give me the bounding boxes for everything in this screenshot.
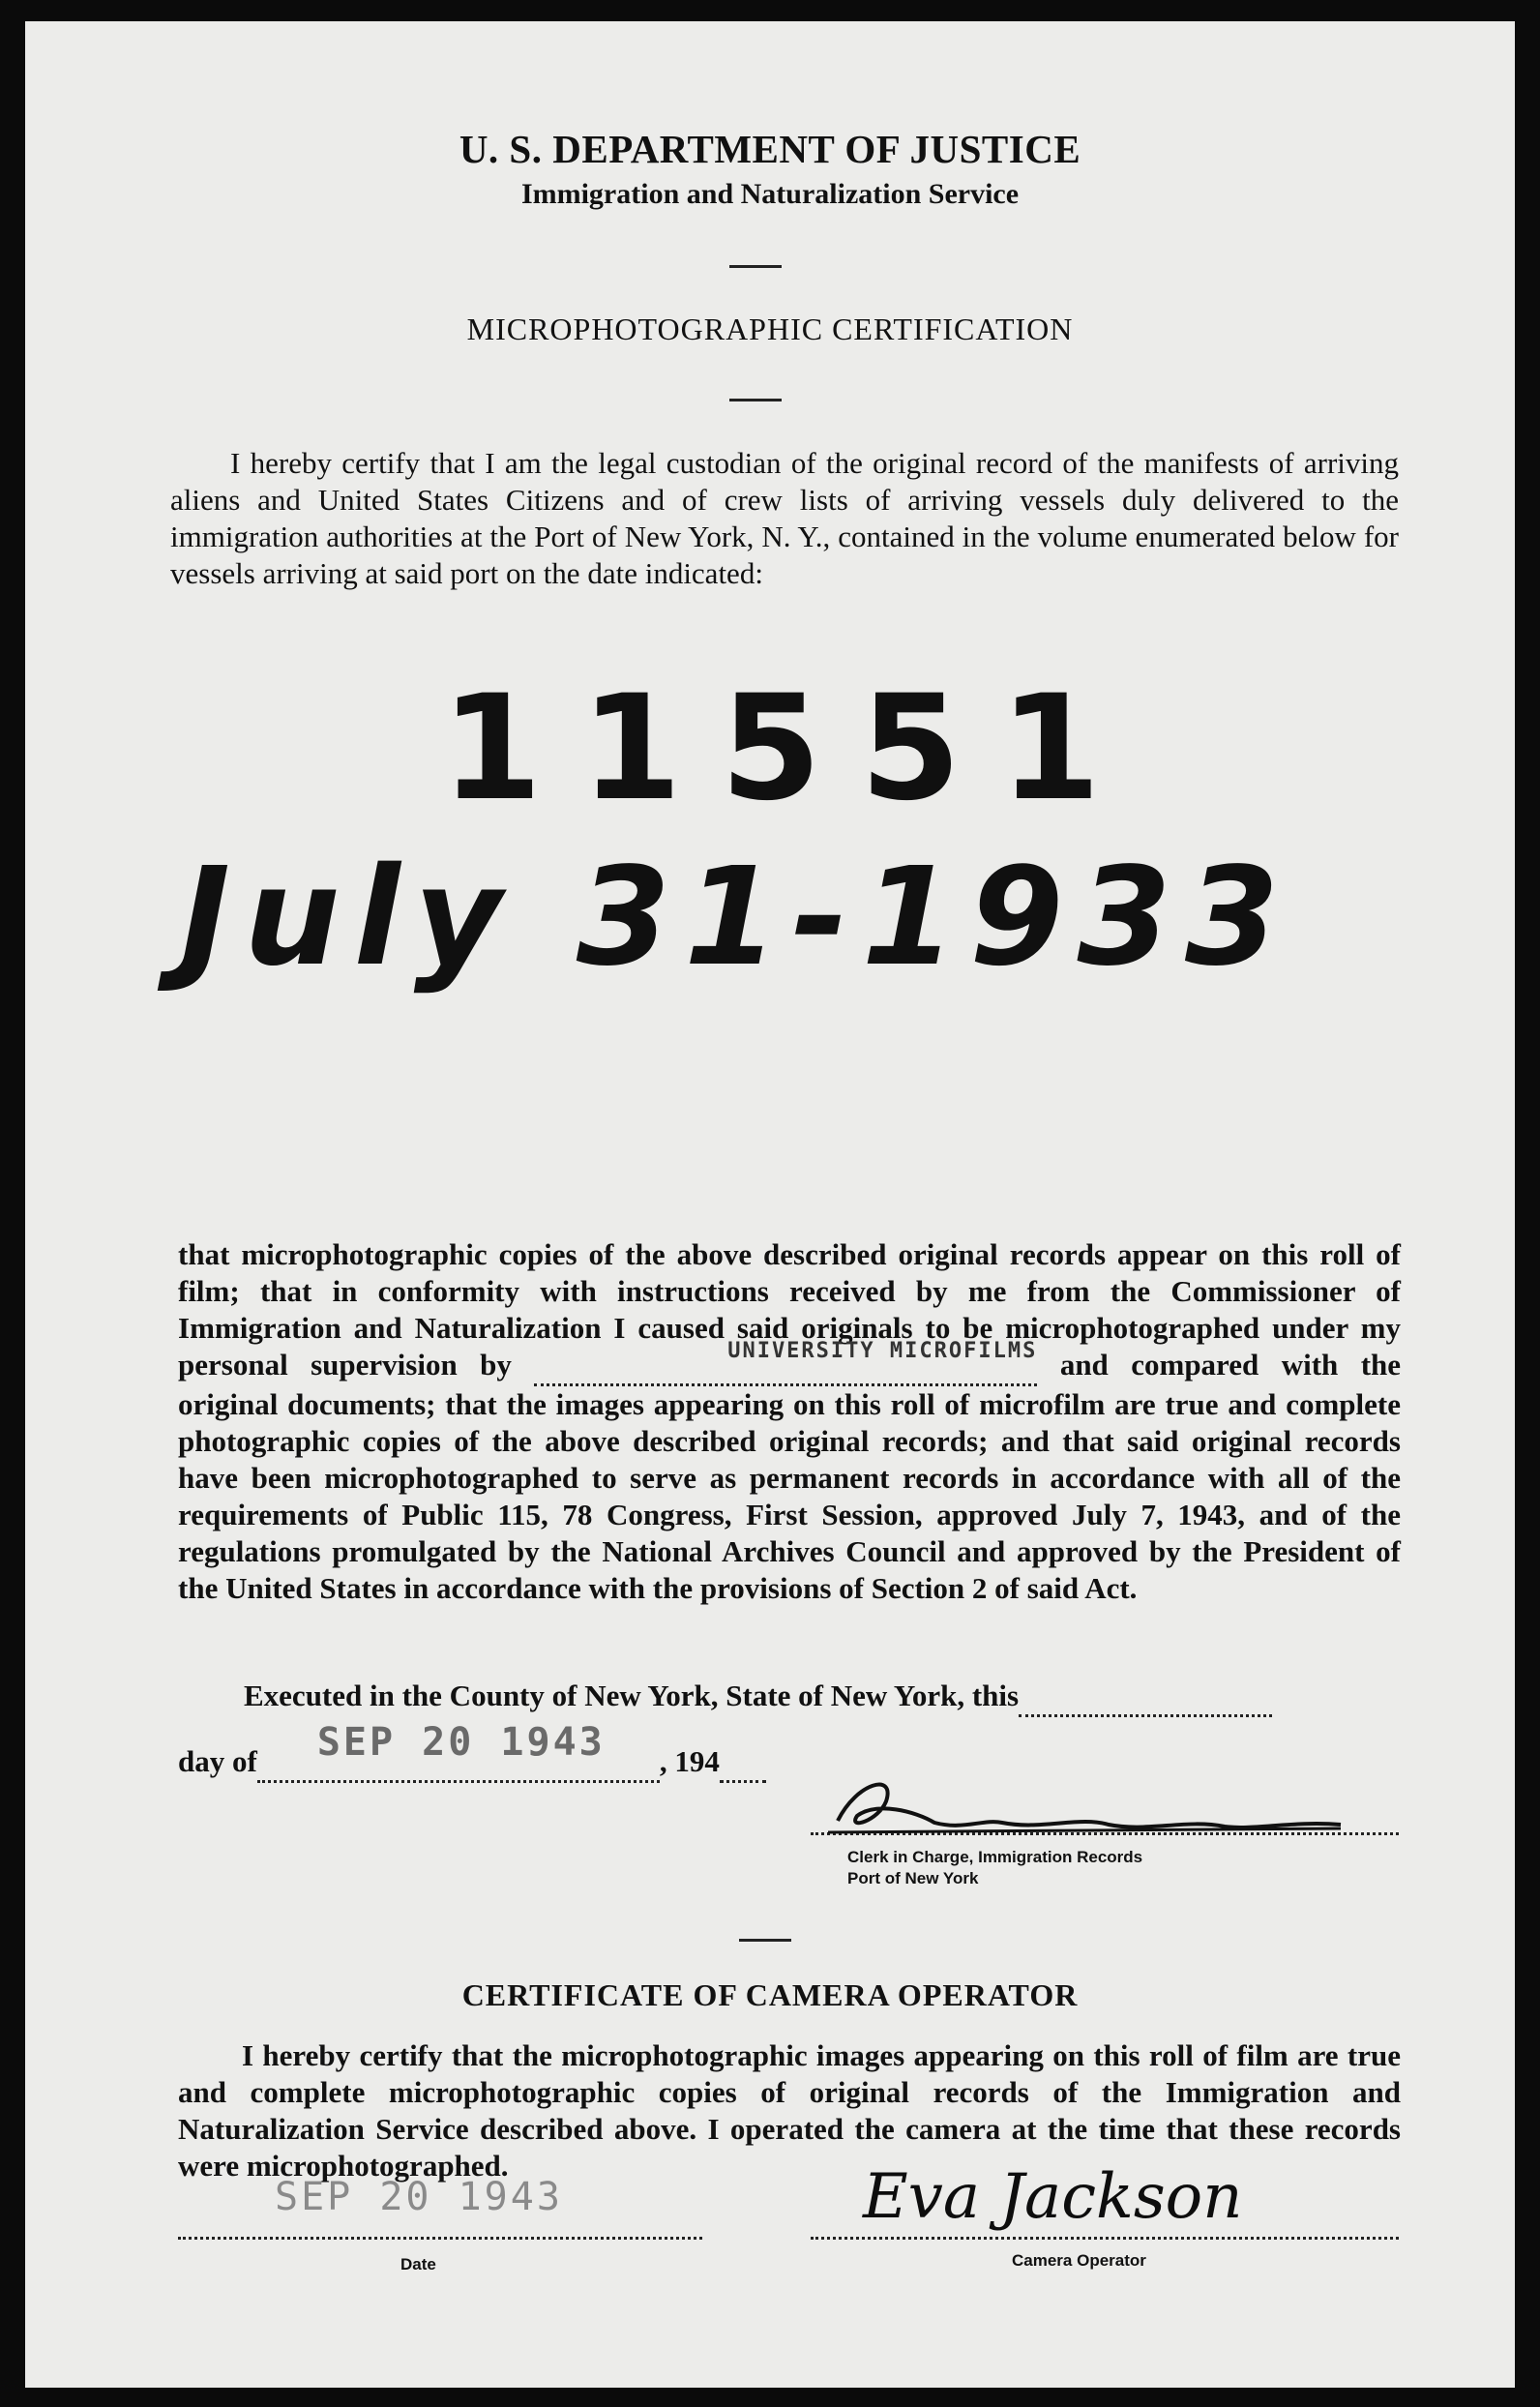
divider <box>739 1939 791 1942</box>
year-prefix: , 194 <box>659 1744 720 1778</box>
executed-text: Executed in the County of New York, State of New York, this <box>244 1679 1020 1712</box>
certification-body <box>178 1236 1401 1607</box>
year-field <box>720 1743 766 1783</box>
certificate-page <box>25 21 1515 2388</box>
intro-paragraph: I hereby certify that I am the legal custodian of the original record of the manifests of arriving aliens and United States Citizens and of crew lists of arriving vessels duly delivered to the immigration authorities at the Port of New York, N. Y., contained in the volume enumerated below for vessels arriving at said port on the date indicated: <box>170 446 1399 590</box>
clerk-title-line2: Port of New York <box>847 1869 979 1887</box>
clerk-title-line1: Clerk in Charge, Immigration Records <box>847 1848 1143 1866</box>
operator-signature: Eva Jackson <box>863 2161 1243 2233</box>
operator-label: Camera Operator <box>1012 2251 1146 2270</box>
body-part2: and compared with the original documents; that the images appearing on this roll of microfilm are true and complete photographic copies of the above described original records; and that said original records have been microphotographed to serve as permanent records in accordance with all of the requirements of Public 115, 78 Congress, First Session, approved July 7, 1943, and of the regulations promulgated by the National Archives Council and approved by the President of the United States in accordance with the provisions of Section 2 of said Act. <box>178 1348 1402 1605</box>
executed-line <box>244 1678 1405 1717</box>
date-stamp: SEP 20 1943 <box>316 1720 606 1765</box>
department-title: U. S. DEPARTMENT OF JUSTICE <box>459 127 1081 171</box>
service-subtitle: Immigration and Naturalization Service <box>520 178 1020 210</box>
handwritten-date: July 31-1933 <box>180 839 1293 996</box>
volume-number: 11551 <box>441 665 1140 833</box>
operator-date-stamp: SEP 20 1943 <box>275 2175 563 2219</box>
day-of-label: day of <box>178 1744 257 1778</box>
camera-operator-paragraph: I hereby certify that the microphotographic images appearing on this roll of film are true and complete microphotographic copies of original records of the Immigration and Naturalization Service described above. I operated the camera at the time that these records were microphotographed. <box>178 2038 1401 2183</box>
clerk-title <box>847 1847 1389 1889</box>
camera-operator-heading: CERTIFICATE OF CAMERA OPERATOR <box>461 1977 1079 2012</box>
divider <box>729 399 782 401</box>
body-part1: that microphotographic copies of the above described original records appear on this roll of film; that in conformity with instructions received by me from the Commissioner of Immigration and Naturalization I caused said originals to be microphotographed under my personal supervision by <box>178 1237 1401 1382</box>
date-label: Date <box>400 2255 436 2273</box>
divider <box>729 265 782 268</box>
operator-signature-line <box>811 2237 1399 2240</box>
day-of-field <box>257 1720 660 1783</box>
certification-title: MICROPHOTOGRAPHIC CERTIFICATION <box>466 312 1074 346</box>
photographer-name: UNIVERSITY MICROFILMS <box>727 1339 1038 1363</box>
clerk-signature <box>818 1763 1360 1850</box>
photographer-field <box>534 1339 1038 1386</box>
date-line <box>178 2237 702 2240</box>
executed-day-field <box>1019 1678 1272 1717</box>
